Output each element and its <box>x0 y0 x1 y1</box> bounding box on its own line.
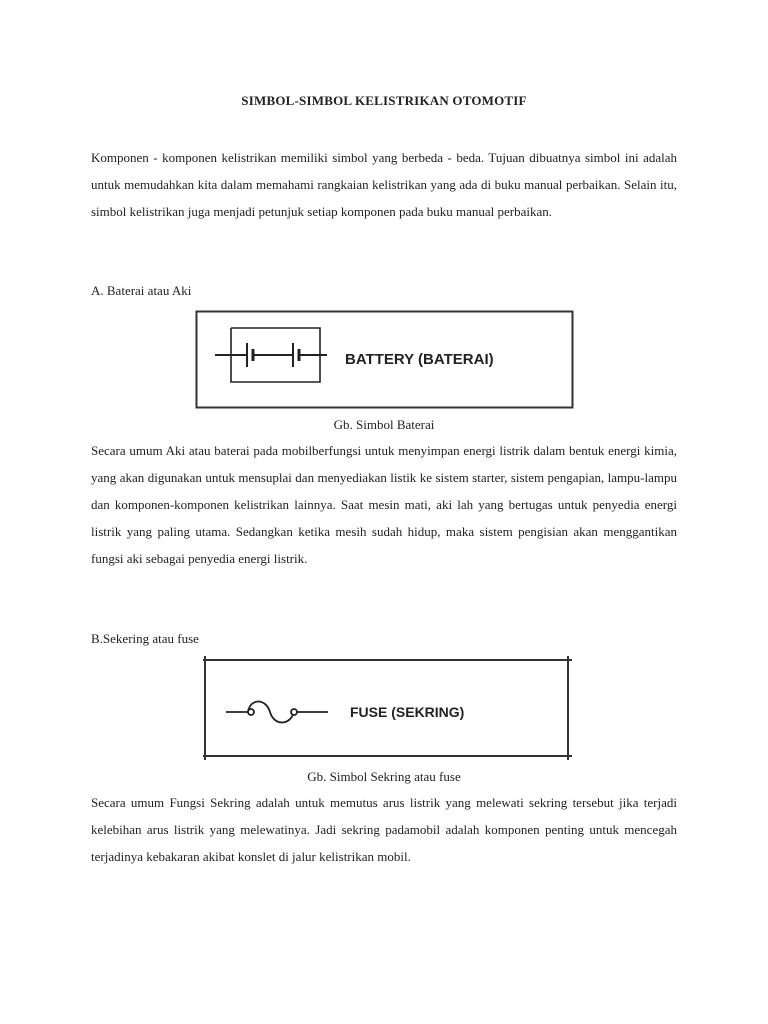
battery-caption: Gb. Simbol Baterai <box>333 417 435 432</box>
fuse-caption: Gb. Simbol Sekring atau fuse <box>307 769 461 784</box>
battery-symbol-figure <box>195 310 575 410</box>
section-heading-battery: A. Baterai atau Aki <box>91 283 192 298</box>
fuse-paragraph: Secara umum Fungsi Sekring adalah untuk memutus arus listrik yang melewati sekring tersebut jika terjadi kelebihan arus listrik yang melewatinya. Jadi sekring padamobil adalah komponen penting untuk mencegah terjadinya kebakaran akibat konslet di jalur kelistrikan mobil. <box>91 795 677 864</box>
page-title: SIMBOL-SIMBOL KELISTRIKAN OTOMOTIF <box>241 93 527 108</box>
section-heading-fuse: B.Sekering atau fuse <box>91 631 199 646</box>
fuse-symbol-icon <box>226 702 328 723</box>
battery-symbol-label: BATTERY (BATERAI) <box>345 351 494 368</box>
intro-paragraph: Komponen - komponen kelistrikan memiliki simbol yang berbeda - beda. Tujuan dibuatnya simbol ini adalah untuk memudahkan kita dalam memahami rangkaian kelistrikan yang ada di buku manual perbaikan. Selain itu, simbol kelistrikan juga menjadi petunjuk setiap komponen pada buku manual perbaikan. <box>91 150 677 219</box>
battery-paragraph: Secara umum Aki atau baterai pada mobilberfungsi untuk menyimpan energi listrik dalam bentuk energi kimia, yang akan digunakan untuk mensuplai dan menyediakan listik ke sistem starter, sistem pengapian, lampu-lampu dan komponen-komponen kelistrikan lainnya. Saat mesin mati, aki lah yang bertugas untuk penyedia energi listrik yang paling utama. Sedangkan ketika mesih sudah hidup, maka sistem pengisian akan menggantikan fungsi aki sebagai penyedia energi listrik. <box>91 443 677 566</box>
fuse-symbol-label: FUSE (SEKRING) <box>350 704 465 720</box>
fuse-symbol-figure <box>200 654 575 762</box>
